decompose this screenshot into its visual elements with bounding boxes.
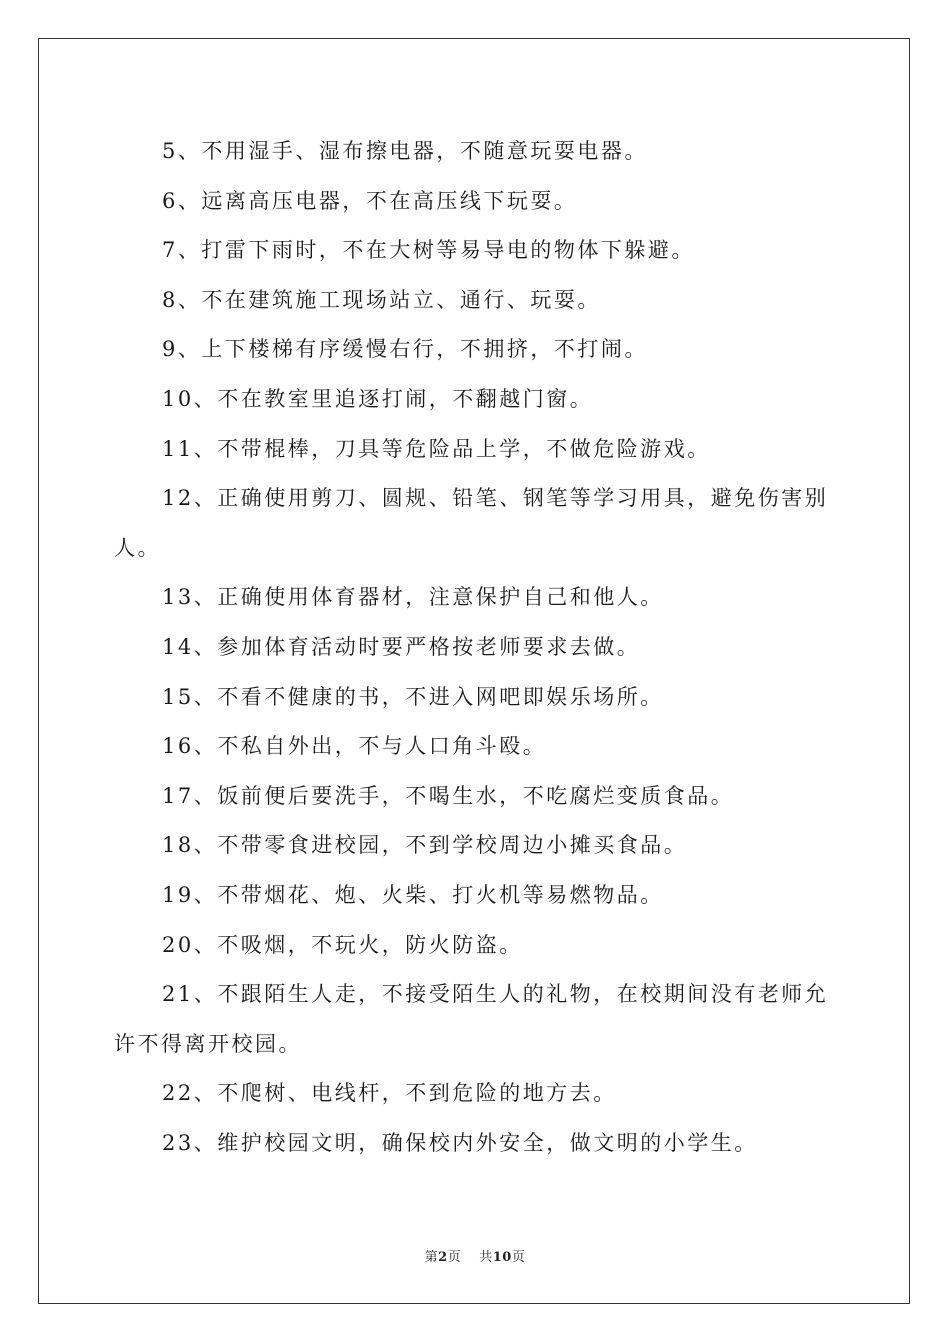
total-prefix: 共 [479,1250,493,1265]
paragraph-item-19: 19、不带烟花、炮、火柴、打火机等易燃物品。 [162,882,664,907]
page-footer [0,1246,950,1265]
paragraph-item-10: 10、不在教室里追逐打闹，不翻越门窗。 [162,386,594,411]
paragraph-item-7: 7、打雷下雨时，不在大树等易导电的物体下躲避。 [162,238,695,263]
total-suffix: 页 [511,1250,526,1265]
paragraph-item-15: 15、不看不健康的书，不进入网吧即娱乐场所。 [162,684,664,709]
paragraph-item-23: 23、维护校园文明，确保校内外安全，做文明的小学生。 [162,1130,758,1155]
paragraph-item-8: 8、不在建筑施工现场站立、通行、玩耍。 [162,287,601,312]
paragraph-item-22: 22、不爬树、电线杆，不到危险的地方去。 [162,1081,617,1106]
paragraph-item-5: 5、不用湿手、湿布擦电器，不随意玩耍电器。 [162,139,648,163]
paragraph-item-9: 9、上下楼梯有序缓慢右行，不拥挤，不打闹。 [162,337,648,362]
paragraph-item-21: 21、不跟陌生人走，不接受陌生人的礼物，在校期间没有老师允许不得离开校园。 [114,982,829,1056]
paragraph-item-17: 17、饭前便后要洗手，不喝生水，不吃腐烂变质食品。 [162,783,735,808]
paragraph-item-6: 6、远离高压电器，不在高压线下玩耍。 [162,188,578,213]
total-pages: 10 [492,1250,512,1265]
paragraph-item-13: 13、正确使用体育器材，注意保护自己和他人。 [162,585,664,610]
paragraph-item-16: 16、不私自外出，不与人口角斗殴。 [162,734,547,759]
paragraph-item-14: 14、参加体育活动时要严格按老师要求去做。 [162,634,641,659]
paragraph-item-18: 18、不带零食进校园，不到学校周边小摊买食品。 [162,833,688,858]
paragraph-item-11: 11、不带棍棒，刀具等危险品上学，不做危险游戏。 [162,436,711,461]
paragraph-item-12: 12、正确使用剪刀、圆规、铅笔、钢笔等学习用具，避免伤害别人。 [114,486,829,560]
paragraph-item-20: 20、不吸烟，不玩火，防火防盗。 [162,932,523,957]
page-prefix: 第 [424,1250,439,1265]
page-suffix: 页 [447,1250,462,1265]
document-body [114,127,838,1168]
page-number: 2 [438,1250,448,1265]
